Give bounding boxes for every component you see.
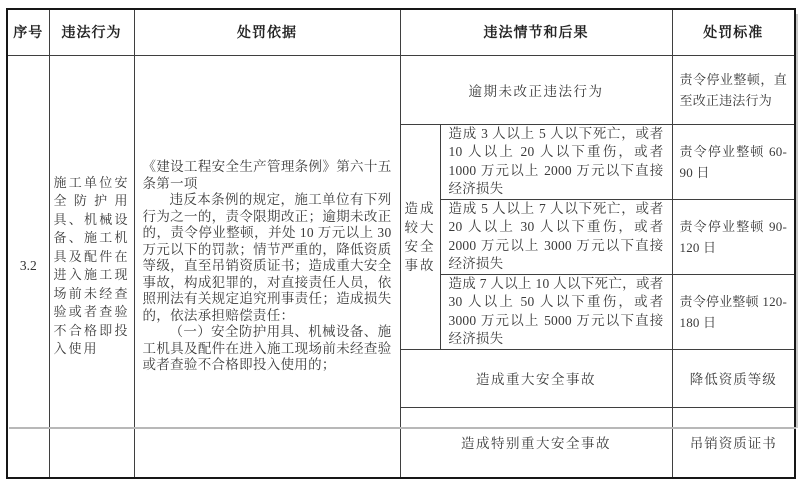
penalty-subrow-cell: 责令停业整顿 60-90 日: [672, 124, 795, 199]
situation-subrow-cell: 造成 3 人以上 5 人以下死亡，或者 10 人以上 20 人以下重伤，或者 1000 万元以上 2000 万元以下直接经济损失: [440, 124, 672, 199]
basis-paragraph-2: （一）安全防护用具、机械设备、施工机具及配件在进入施工现场前未经查验或者查验不合格即投入使用的；: [142, 324, 392, 372]
header-cell-situation: 违法情节和后果: [400, 9, 672, 55]
basis-paragraph-1: 违反本条例的规定，施工单位有下列行为之一的，责令限期改正；逾期未改正的，责令停业整顿，并处 10 万元以上 30 万元以下的罚款；情节严重的，降低资质等级，直至吊销资质证书；造成重大安全事故，构成犯罪的，对直接责任人员，依照刑法有关规定追究刑事责任；造成损失的，依法承担赔偿责任：: [142, 192, 392, 323]
group-label-cell: 造成较大安全事故: [400, 124, 440, 349]
table-header-row: [7, 9, 795, 55]
basis-title: 《建设工程安全生产管理条例》第六十五条第一项: [142, 159, 392, 191]
penalty-major-cell: 降低资质等级: [672, 349, 795, 407]
penalty-overdue-cell: 责令停业整顿，直至改正违法行为: [672, 55, 795, 124]
penalty-subrow-cell: 责令停业整顿 120-180 日: [672, 274, 795, 349]
table-row: [7, 55, 795, 124]
situation-overdue-cell: 逾期未改正违法行为: [400, 55, 672, 124]
header-cell-violation: 违法行为: [49, 9, 134, 55]
penalty-subrow-cell: 责令停业整顿 90-120 日: [672, 199, 795, 274]
serial-number-cell: 3.2: [7, 55, 49, 478]
header-cell-penalty: 处罚标准: [672, 9, 795, 55]
scan-shadow-right: [796, 14, 798, 428]
penalty-extreme-cell: 吊销资质证书: [672, 407, 795, 478]
situation-subrow-cell: 造成 5 人以上 7 人以下死亡，或者 20 人以上 30 人以下重伤，或者 2000 万元以上 3000 万元以下直接经济损失: [440, 199, 672, 274]
situation-subrow-cell: 造成 7 人以上 10 人以下死亡，或者 30 人以上 50 人以下重伤，或者 3000 万元以上 5000 万元以下直接经济损失: [440, 274, 672, 349]
situation-extreme-cell: 造成特别重大安全事故: [400, 407, 672, 478]
header-cell-basis: 处罚依据: [134, 9, 400, 55]
violation-cell: 施工单位安全防护用具、机械设备、施工机具及配件在进入施工现场前未经查验或者查验不合格即投入使用: [49, 55, 134, 478]
penalty-table: [6, 8, 796, 479]
situation-major-cell: 造成重大安全事故: [400, 349, 672, 407]
scan-shadow-bottom: [9, 427, 796, 429]
basis-cell: [134, 55, 400, 478]
header-cell-serial: 序号: [7, 9, 49, 55]
